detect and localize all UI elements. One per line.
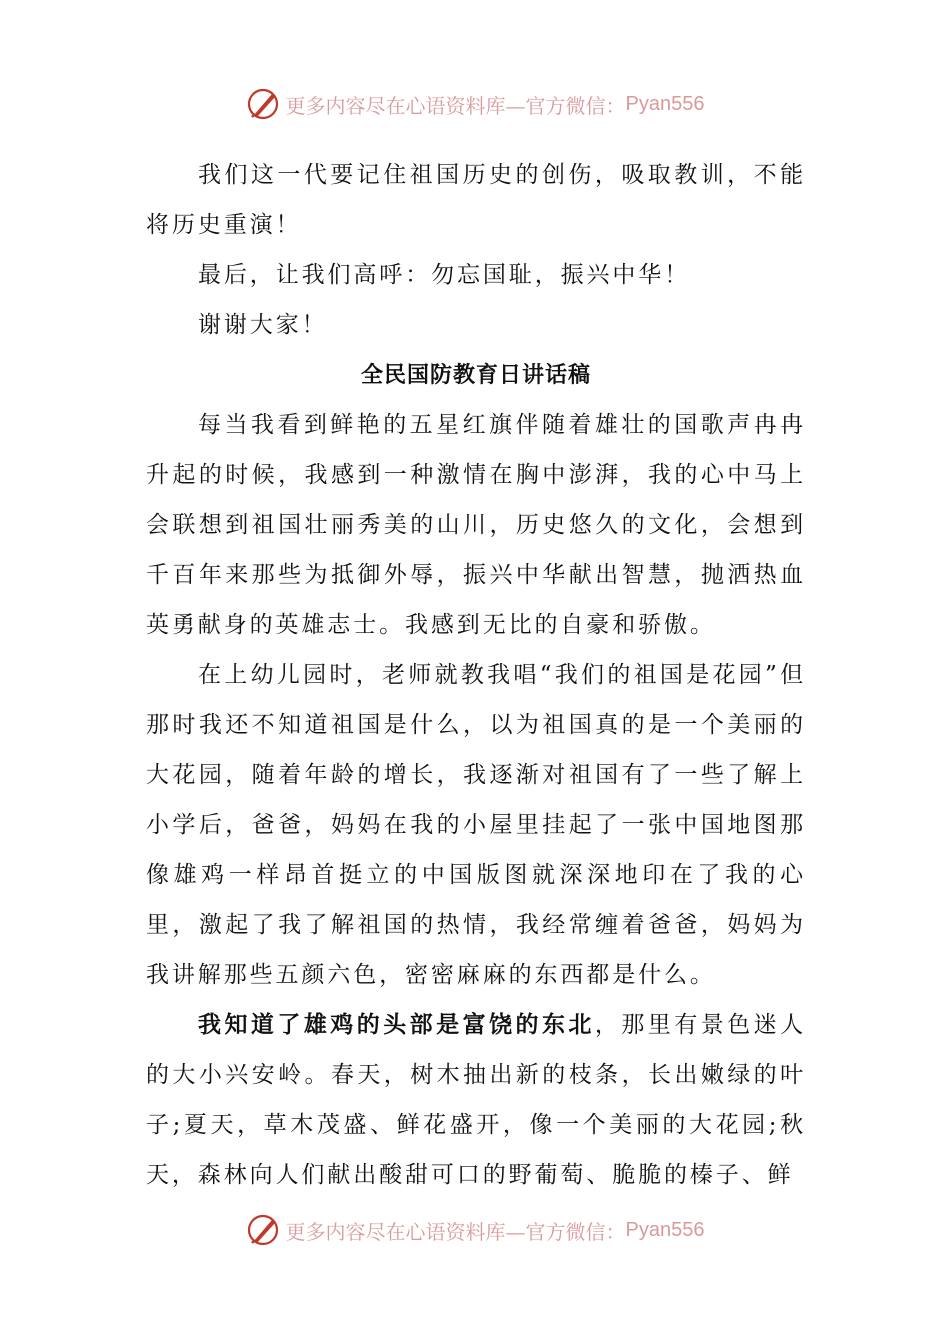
document-body <box>146 150 806 1200</box>
paragraph <box>146 1000 806 1200</box>
paragraph: 我们这一代要记住祖国历史的创伤，吸取教训，不能将历史重演！ <box>146 162 806 238</box>
header-banner <box>0 84 950 124</box>
banner-text: 更多内容尽在心语资料库 <box>285 1219 506 1244</box>
bold-lead-text: 我知道了雄鸡的头部是富饶的东北 <box>198 1011 595 1038</box>
wechat-id: Pyan556 <box>625 1218 705 1241</box>
section-title: 全民国防教育日讲话稿 <box>360 362 591 388</box>
paragraph: 最后，让我们高呼：勿忘国耻，振兴中华！ <box>198 262 691 288</box>
paragraph: 谢谢大家！ <box>198 312 328 338</box>
wechat-label: —官方微信： <box>505 93 626 118</box>
paragraph: 在上幼儿园时，老师就教我唱“我们的祖国是花园”但那时我还不知道祖国是什么，以为祖国真的是一个美丽的大花园，随着年龄的增长，我逐渐对祖国有了一些了解上小学后，爸爸，妈妈在我的小屋里挂起了一张中国地图那像雄鸡一样昂首挺立的中国版图就深深地印在了我的心里，激起了我了解祖国的热情，我经常缠着爸爸，妈妈为我讲解那些五颜六色，密密麻麻的东西都是什么。 <box>146 662 806 988</box>
footer-banner <box>0 1210 950 1250</box>
paragraph: 每当我看到鲜艳的五星红旗伴随着雄壮的国歌声冉冉升起的时候，我感到一种激情在胸中澎湃，我的心中马上会联想到祖国壮丽秀美的山川，历史悠久的文化，会想到千百年来那些为抵御外辱，振兴中华献出智慧，抛洒热血英勇献身的英雄志士。我感到无比的自豪和骄傲。 <box>146 412 806 638</box>
wechat-id: Pyan556 <box>625 92 705 115</box>
quill-pen-logo-icon <box>246 1213 280 1247</box>
wechat-label: —官方微信： <box>505 1219 626 1244</box>
quill-pen-logo-icon <box>246 87 280 121</box>
banner-text: 更多内容尽在心语资料库 <box>285 93 506 118</box>
paragraph-text: ，那里有景色迷人的大小兴安岭。春天，树木抽出新的枝条，长出嫩绿的叶子;夏天，草木茂盛、鲜花盛开，像一个美丽的大花园;秋天，森林向人们献出酸甜可口的野葡萄、脆脆的榛子、鲜 <box>146 1012 807 1188</box>
